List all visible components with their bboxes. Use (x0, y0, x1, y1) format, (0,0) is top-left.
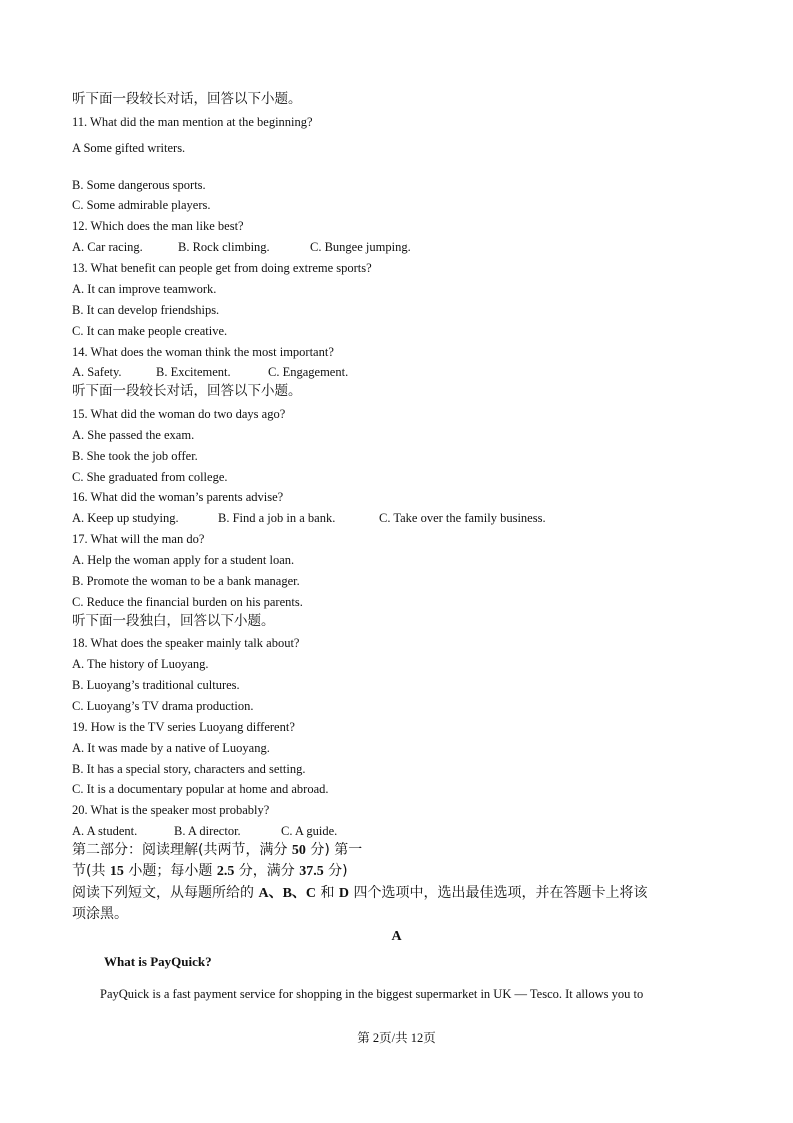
question-14: 14. What does the woman think the most important? (72, 345, 334, 359)
part2-subheading: 节(共 15 小题；每小题 2.5 分，满分 37.5 分) (72, 863, 348, 879)
q12-option-b: B. Rock climbing. (178, 240, 270, 254)
q16-option-b: B. Find a job in a bank. (218, 511, 336, 525)
page-footer: 第 2页/共 12页 (357, 1031, 436, 1045)
q20-option-b: B. A director. (174, 824, 241, 838)
q17-option-b: B. Promote the woman to be a bank manager. (72, 574, 300, 588)
q14-option-c: C. Engagement. (268, 365, 349, 379)
part2-instruction: 阅读下列短文，从每题所给的 A、B、C 和 D 四个选项中，选出最佳选项，并在答题卡上将该 (72, 885, 648, 901)
q15-option-c: C. She graduated from college. (72, 470, 228, 484)
q13-option-a: A. It can improve teamwork. (72, 282, 217, 296)
part2-heading: 第二部分：阅读理解(共两节，满分 50 分) 第一 (72, 842, 363, 858)
q18-option-a: A. The history of Luoyang. (72, 657, 209, 671)
question-12: 12. Which does the man like best? (72, 219, 244, 233)
q12-option-c: C. Bungee jumping. (310, 240, 411, 254)
section1-intro: 听下面一段较长对话，回答以下小题。 (72, 91, 302, 107)
q15-option-b: B. She took the job offer. (72, 449, 198, 463)
passage-title: What is PayQuick? (104, 954, 212, 969)
question-20: 20. What is the speaker most probably? (72, 803, 270, 817)
q13-option-c: C. It can make people creative. (72, 324, 228, 338)
q14-options (72, 364, 348, 380)
q14-option-a: A. Safety. (72, 365, 122, 379)
passage-label: A (391, 929, 402, 944)
question-17: 17. What will the man do? (72, 532, 205, 546)
q20-option-c: C. A guide. (281, 824, 338, 838)
question-15: 15. What did the woman do two days ago? (72, 407, 286, 421)
q11-option-c: C. Some admirable players. (72, 198, 211, 212)
q12-option-a: A. Car racing. (72, 240, 143, 254)
question-16: 16. What did the woman’s parents advise? (72, 490, 284, 504)
question-18: 18. What does the speaker mainly talk about? (72, 636, 300, 650)
part2-instruction-line2: 项涂黑。 (72, 906, 128, 922)
q19-option-a: A. It was made by a native of Luoyang. (72, 741, 270, 755)
q15-option-a: A. She passed the exam. (72, 428, 195, 442)
q18-option-b: B. Luoyang’s traditional cultures. (72, 678, 240, 692)
question-13: 13. What benefit can people get from doing extreme sports? (72, 261, 372, 275)
section2-intro: 听下面一段较长对话，回答以下小题。 (72, 383, 302, 399)
q20-options (72, 823, 337, 839)
q11-option-a: A Some gifted writers. (72, 141, 186, 155)
q18-option-c: C. Luoyang’s TV drama production. (72, 699, 254, 713)
q16-option-c: C. Take over the family business. (379, 511, 546, 525)
passage-first-line: PayQuick is a fast payment service for shopping in the biggest supermarket in UK — Tesco. It allows you to (100, 987, 644, 1001)
q19-option-c: C. It is a documentary popular at home and abroad. (72, 782, 329, 796)
question-11: 11. What did the man mention at the beginning? (72, 115, 313, 129)
q12-options (72, 239, 411, 255)
question-19: 19. How is the TV series Luoyang different? (72, 720, 295, 734)
q19-option-b: B. It has a special story, characters and setting. (72, 762, 306, 776)
q13-option-b: B. It can develop friendships. (72, 303, 220, 317)
q16-options (72, 510, 546, 526)
q14-option-b: B. Excitement. (156, 365, 231, 379)
q16-option-a: A. Keep up studying. (72, 511, 179, 525)
section3-intro: 听下面一段独白，回答以下小题。 (72, 613, 275, 629)
q20-option-a: A. A student. (72, 824, 138, 838)
q17-option-c: C. Reduce the financial burden on his parents. (72, 595, 303, 609)
q17-option-a: A. Help the woman apply for a student loan. (72, 553, 295, 567)
q11-option-b: B. Some dangerous sports. (72, 178, 206, 192)
